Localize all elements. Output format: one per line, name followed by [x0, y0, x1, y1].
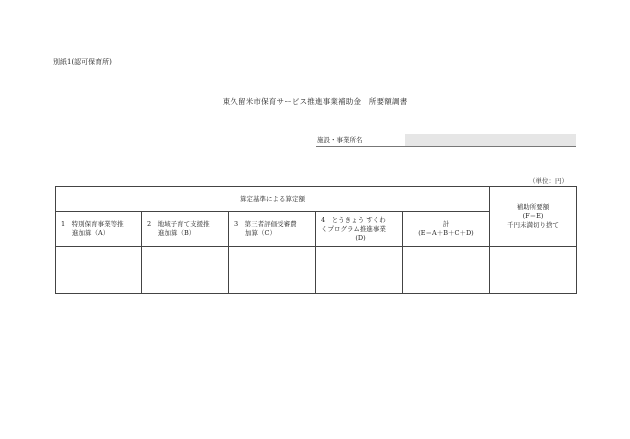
- column-header-total: 計 (E＝A＋B＋C＋D): [403, 212, 490, 247]
- required-amount-formula: (F＝E): [522, 212, 544, 220]
- column-header-b: 2 地域子育て支援推 進加算（B）: [142, 212, 229, 247]
- required-amount-rounding-note: 千円未満切り捨て: [507, 221, 559, 229]
- page-title: 東久留米市保育サービス推進事業補助金 所要額調書: [222, 97, 408, 106]
- document-label: 別紙1(認可保育所): [53, 58, 112, 66]
- calculation-table: [55, 186, 577, 294]
- value-cell-d[interactable]: [316, 247, 403, 294]
- column-header-d: 4 とうきょう すくわ くプログラム推進事業 (D): [316, 212, 403, 247]
- value-cell-a[interactable]: [56, 247, 142, 294]
- facility-name-label: 施設・事業所名: [317, 136, 363, 144]
- facility-name-field[interactable]: [405, 134, 576, 146]
- value-cell-b[interactable]: [142, 247, 229, 294]
- value-cell-total[interactable]: [403, 247, 490, 294]
- calculated-amount-group-header: 算定基準による算定額: [56, 187, 490, 212]
- required-amount-header: [490, 187, 577, 247]
- required-amount-title: 補助所要額: [516, 203, 550, 211]
- table-row: [56, 247, 577, 294]
- column-header-c: 3 第三者評価受審費 加算（C）: [229, 212, 316, 247]
- unit-note: （単位：円）: [529, 177, 568, 185]
- column-header-a: 1 特別保育事業等推 進加算（A）: [56, 212, 142, 247]
- value-cell-required-amount[interactable]: [490, 247, 577, 294]
- facility-name-row: [316, 133, 576, 147]
- value-cell-c[interactable]: [229, 247, 316, 294]
